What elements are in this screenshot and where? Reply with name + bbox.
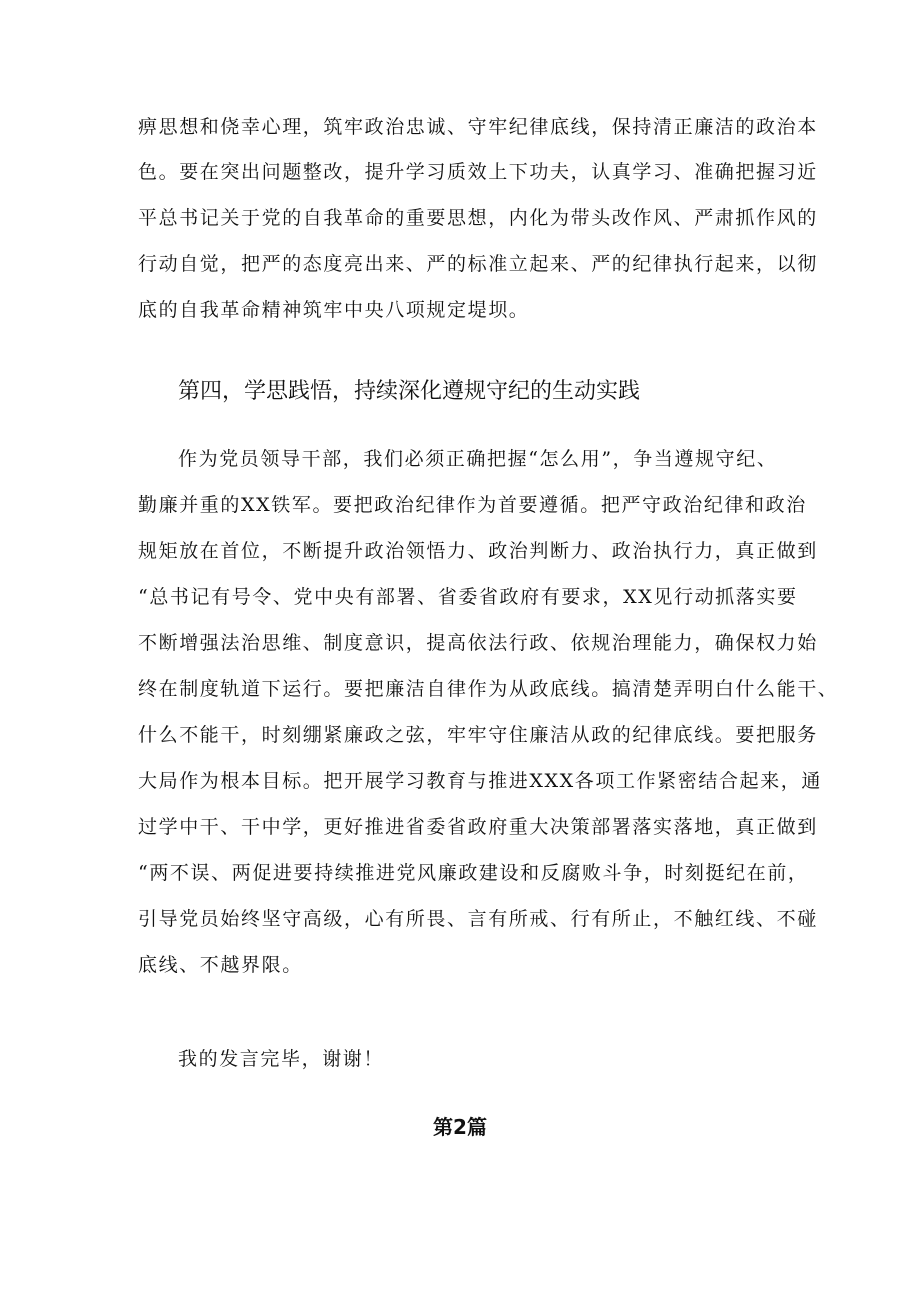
paragraph-line: “两不误、两促进要持续推进党风廉政建设和反腐败斗争，时刻挺纪在前， <box>138 862 809 884</box>
paragraph-line: 底线、不越界限。 <box>138 954 303 976</box>
paragraph-line: 行动自觉，把严的态度亮出来、严的标准立起来、严的纪律执行起来，以彻 <box>138 253 818 275</box>
paragraph-line: 痹思想和侥幸心理，筑牢政治忠诚、守牢纪律底线，保持清正廉洁的政治本 <box>138 116 818 138</box>
paragraph-line: 色。要在突出问题整改，提升学习质效上下功夫，认真学习、准确把握习近 <box>138 161 818 183</box>
paragraph-line: 过学中干、干中学，更好推进省委省政府重大决策部署落实落地，真正做到 <box>138 816 818 838</box>
paragraph-line: 平总书记关于党的自我革命的重要思想，内化为带头改作风、严肃抓作风的 <box>138 207 818 229</box>
paragraph-line: 作为党员领导干部，我们必须正确把握“怎么用”，争当遵规守纪、 <box>178 448 778 470</box>
paragraph-line: 勤廉并重的XX铁军。要把政治纪律作为首要遵循。把严守政治纪律和政治 <box>138 494 807 516</box>
paragraph-line: “总书记有号令、党中央有部署、省委省政府有要求，XX见行动抓落实要 <box>138 586 798 608</box>
section-heading: 第四，学思践悟，持续深化遵规守纪的生动实践 <box>178 379 641 404</box>
paragraph-line: 终在制度轨道下运行。要把廉洁自律作为从政底线。搞清楚弄明白什么能干、 <box>138 678 839 700</box>
paragraph-line: 规矩放在首位，不断提升政治领悟力、政治判断力、政治执行力，真正做到 <box>138 540 818 562</box>
closing-remark: 我的发言完毕，谢谢！ <box>178 1048 385 1070</box>
paragraph-line: 底的自我革命精神筑牢中央八项规定堤坝。 <box>138 299 530 321</box>
paragraph-line: 什么不能干，时刻绷紧廉政之弦，牢牢守住廉洁从政的纪律底线。要把服务 <box>138 724 818 746</box>
paragraph-line: 不断增强法治思维、制度意识，提高依法行政、依规治理能力，确保权力始 <box>138 632 818 654</box>
paragraph-line: 引导党员始终坚守高级，心有所畏、言有所戒、行有所止，不触红线、不碰 <box>138 908 818 930</box>
paragraph-line: 大局作为根本目标。把开展学习教育与推进XXX各项工作紧密结合起来，通 <box>138 770 822 792</box>
article-label: 第2篇 <box>433 1115 487 1139</box>
